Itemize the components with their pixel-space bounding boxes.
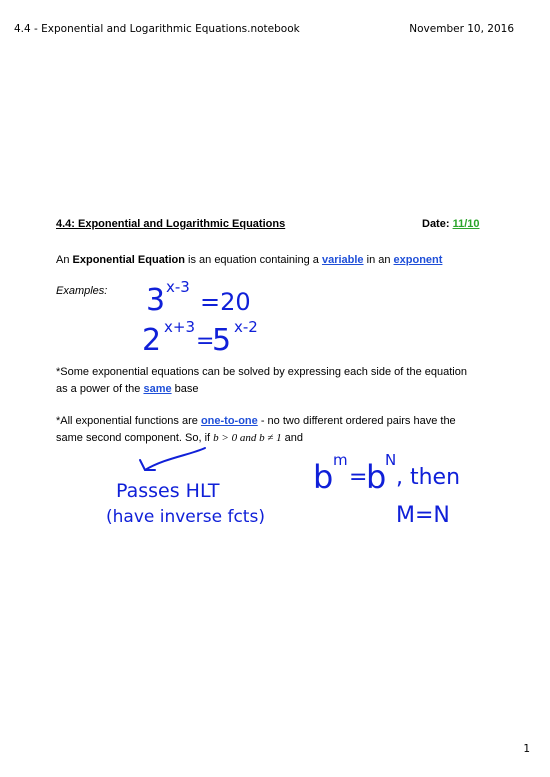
one-to-one-part1: *All exponential functions are: [56, 415, 201, 427]
one-to-one-part2: - no two different ordered pairs have the: [257, 415, 456, 427]
ex2-base: 2: [142, 323, 162, 358]
one-to-one-line2: [56, 431, 303, 446]
same-base-part1: as a power of the: [56, 383, 144, 395]
arrow-line: [145, 448, 205, 470]
notebook-header: [0, 0, 550, 44]
ex1-base: 3: [146, 283, 166, 318]
definition-term: Exponential Equation: [72, 254, 185, 266]
notebook-date: November 10, 2016: [409, 23, 514, 35]
one-to-one-part4: and: [281, 432, 304, 444]
rule-then: , then: [396, 465, 461, 490]
rule-equals: =: [349, 465, 368, 490]
same-base-line1: *Some exponential equations can be solved by expressing each side of the equation: [56, 366, 467, 378]
keyword-one-to-one: one-to-one: [200, 415, 258, 427]
rule-exp2: N: [385, 451, 397, 469]
rule-base2: b: [366, 458, 387, 496]
ex2-exponent: x+3: [164, 318, 195, 336]
same-base-line2: [56, 382, 199, 397]
ex2-rhs-exponent: x-2: [234, 318, 258, 336]
ex2-equals: =: [196, 329, 215, 354]
examples-label: Examples:: [56, 285, 108, 297]
inverse-note: (have inverse fcts): [106, 507, 265, 527]
ex1-rhs: =20: [200, 288, 251, 316]
arrow-head: [140, 460, 155, 470]
condition-expression: b > 0 and b ≠ 1: [213, 432, 282, 444]
ex1-exponent: x-3: [166, 278, 190, 296]
page-number: 1: [523, 743, 530, 755]
one-to-one-part3: same second component. So, if: [56, 432, 214, 444]
keyword-variable: variable: [321, 254, 364, 266]
ex2-rhs-base: 5: [212, 323, 232, 358]
notebook-title: 4.4 - Exponential and Logarithmic Equations.notebook: [14, 23, 300, 35]
definition-part3: in an: [363, 254, 394, 266]
hlt-note: Passes HLT: [116, 480, 220, 502]
rule-exp1: m: [333, 451, 348, 469]
keyword-exponent: exponent: [393, 254, 443, 266]
lesson-date: [422, 218, 479, 230]
definition-part2: is an equation containing a: [184, 254, 322, 266]
lesson-date-value: 11/10: [452, 218, 480, 230]
lesson-date-label: Date:: [422, 218, 453, 230]
one-to-one-line1: [56, 414, 456, 429]
definition-text: [56, 253, 442, 268]
keyword-same: same: [143, 383, 172, 395]
same-base-part2: base: [171, 383, 199, 395]
rule-base1: b: [313, 458, 334, 496]
lesson-title: 4.4: Exponential and Logarithmic Equations: [56, 218, 286, 230]
definition-part1: An: [56, 254, 73, 266]
rule-result: M=N: [396, 503, 450, 528]
